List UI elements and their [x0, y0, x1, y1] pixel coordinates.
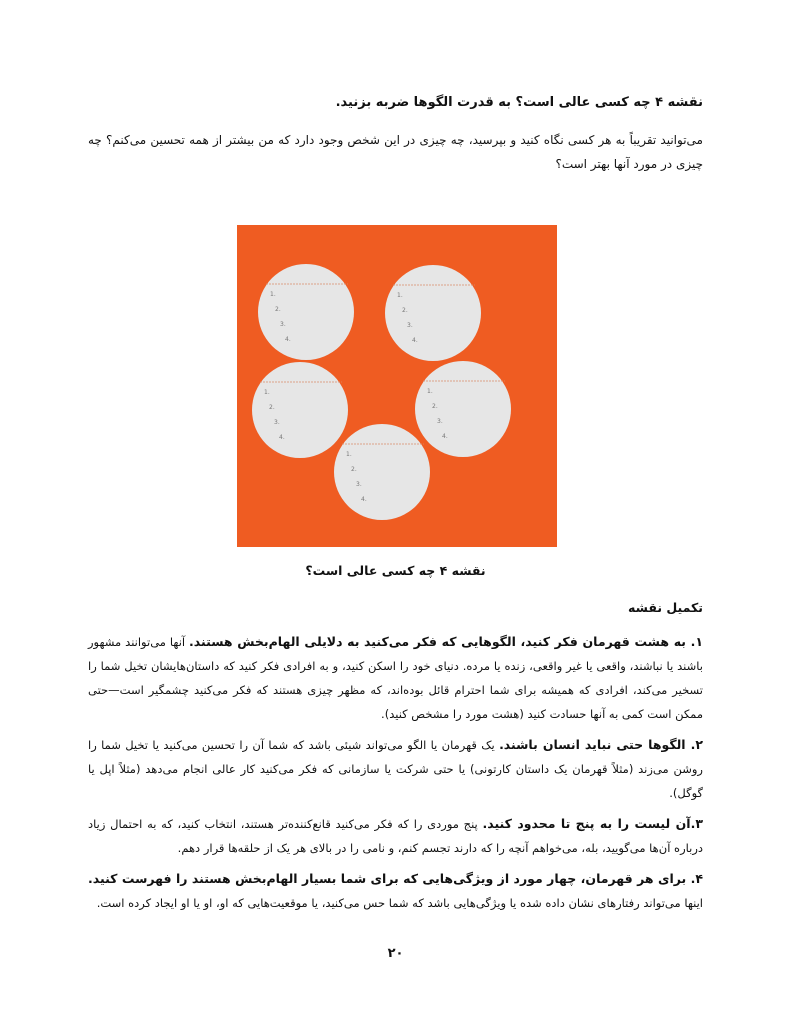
circle-list-label: 3. — [356, 481, 362, 488]
instruction-item-3 — [88, 812, 703, 860]
circle-list-label: 2. — [351, 466, 357, 473]
circle-shape — [334, 424, 430, 520]
hero-circle-1 — [258, 264, 354, 360]
circle-shape — [252, 362, 348, 458]
hero-circle-2 — [385, 265, 481, 361]
instruction-item-2-text: یک قهرمان یا الگو می‌تواند شیئی باشد که شما آن را تحسین می‌کنید یا تخیل شما را روشن می‌زند (مثلاً قهرمان یک داستان کارتونی) یا حتی شرکت یا سازمانی که فکر می‌کنید کار عالی انجام می‌دهد (مثلاً اپل یا گوگل). — [88, 738, 703, 800]
instruction-item-1-lead: ۱. به هشت قهرمان فکر کنید، الگوهایی که فکر می‌کنید به دلایلی الهام‌بخش هستند. — [189, 634, 703, 649]
circle-list-label: 2. — [269, 404, 275, 411]
circle-list-label: 3. — [280, 321, 286, 328]
circle-shape — [415, 361, 511, 457]
circle-list-label: 4. — [361, 496, 367, 503]
instruction-item-3-text: پنج موردی را که فکر می‌کنید قانع‌کننده‌تر هستند، انتخاب کنید، که به احتمال زیاد درباره آن‌ها می‌گویید، بله، می‌خواهم آنچه را که دارند تجسم کنم، و نامی را در بالای هر یک از حلقه‌ها قرار دهم. — [88, 817, 703, 855]
instruction-item-4-text: اینها می‌تواند رفتارهای نشان داده شده یا ویژگی‌هایی باشد که شما حس می‌کنید، یا موقعیت‌هایی که او، او یا او ایجاد کرده است. — [96, 896, 703, 910]
circle-shape — [258, 264, 354, 360]
instruction-item-3-lead: ۳.آن لیست را به پنج تا محدود کنید. — [482, 816, 703, 831]
circle-shape — [385, 265, 481, 361]
circle-list-label: 4. — [442, 433, 448, 440]
hero-circle-3 — [252, 362, 348, 458]
circle-list-label: 2. — [275, 306, 281, 313]
diagram-canvas — [237, 225, 557, 547]
instruction-item-4 — [88, 867, 703, 915]
circle-list-label: 4. — [279, 434, 285, 441]
instruction-item-2-lead: ۲. الگوها حتی نباید انسان باشند. — [499, 737, 703, 752]
section-title: تکمیل نقشه — [628, 600, 703, 615]
hero-circle-4 — [415, 361, 511, 457]
circle-list-label: 2. — [402, 307, 408, 314]
circle-list-label: 3. — [437, 418, 443, 425]
circle-list-label: 1. — [346, 451, 352, 458]
map-heading: نقشه ۴ چه کسی عالی است؟ به قدرت الگوها ضربه بزنید. — [335, 95, 703, 110]
circle-list-label: 1. — [397, 292, 403, 299]
instruction-item-1 — [88, 630, 703, 726]
instruction-item-1-text: آنها می‌توانند مشهور باشند یا نباشند، واقعی یا غیر واقعی، زنده یا مرده. دنیای خود را اسکن کنید، و به افرادی فکر کنید که داستان‌هایشان تخیل شما را تسخیر می‌کند، افرادی که همیشه برای شما احترام قائل بوده‌اند، که مظهر چیزی هستند که فکر می‌کنید چشمگیر است—حتی ممکن است کمی به آنها حسادت کنید (هشت مورد را مشخص کنید). — [88, 635, 703, 721]
intro-paragraph: می‌توانید تقریباً به هر کسی نگاه کنید و بپرسید، چه چیزی در این شخص وجود دارد که من بیشتر از همه تحسین می‌کنم؟ چه چیزی در مورد آنها بهتر است؟ — [88, 133, 703, 171]
circle-list-label: 4. — [285, 336, 291, 343]
circle-list-label: 1. — [427, 388, 433, 395]
circle-list-label: 1. — [264, 389, 270, 396]
hero-circle-5 — [334, 424, 430, 520]
circle-list-label: 4. — [412, 337, 418, 344]
circle-list-label: 1. — [270, 291, 276, 298]
instruction-item-2 — [88, 733, 703, 805]
circle-list-label: 3. — [407, 322, 413, 329]
instruction-item-4-lead: ۴. برای هر قهرمان، چهار مورد از ویژگی‌هایی که برای شما بسیار الهام‌بخش هستند را فهرست کنید. — [88, 871, 703, 886]
who-is-great-diagram — [237, 225, 557, 547]
circle-list-label: 2. — [432, 403, 438, 410]
instruction-list — [88, 630, 703, 922]
circle-list-label: 3. — [274, 419, 280, 426]
figure-caption: نقشه ۴ چه کسی عالی است؟ — [305, 563, 486, 578]
page-number: ۲۰ — [387, 946, 404, 961]
